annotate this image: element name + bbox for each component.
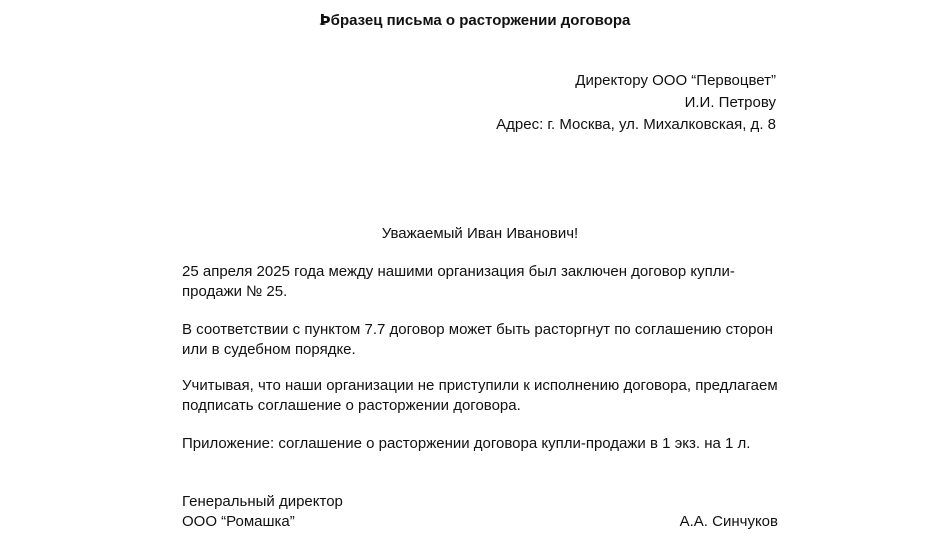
recipient-name: И.И. Петрову bbox=[684, 94, 776, 111]
recipient-position: Директору ООО “Первоцвет” bbox=[575, 72, 776, 89]
signer-name: А.А. Синчуков bbox=[679, 513, 778, 530]
signer-organization: ООО “Ромашка” bbox=[182, 513, 295, 530]
recipient-address: Адрес: г. Москва, ул. Михалковская, д. 8 bbox=[496, 116, 776, 133]
recipient-block bbox=[496, 70, 776, 136]
paragraph-termination-terms: В соответствии с пунктом 7.7 договор может быть расторгнут по соглашению сторон или в судебном порядке. bbox=[182, 321, 774, 358]
paragraph-contract: 25 апреля 2025 года между нашими организация был заключен договор купли-продажи № 25. bbox=[182, 263, 735, 300]
document-title: Ꝧбразец письма о расторжении договора bbox=[319, 12, 631, 29]
paragraph-attachment: Приложение: соглашение о расторжении договора купли-продажи в 1 экз. на 1 л. bbox=[182, 435, 751, 452]
paragraph-proposal: Учитывая, что наши организации не приступили к исполнению договора, предлагаем подписать соглашение о расторжении договора. bbox=[182, 377, 778, 414]
salutation: Уважаемый Иван Иванович! bbox=[381, 225, 579, 242]
signer-position: Генеральный директор bbox=[182, 493, 343, 510]
signature-block bbox=[182, 492, 778, 532]
